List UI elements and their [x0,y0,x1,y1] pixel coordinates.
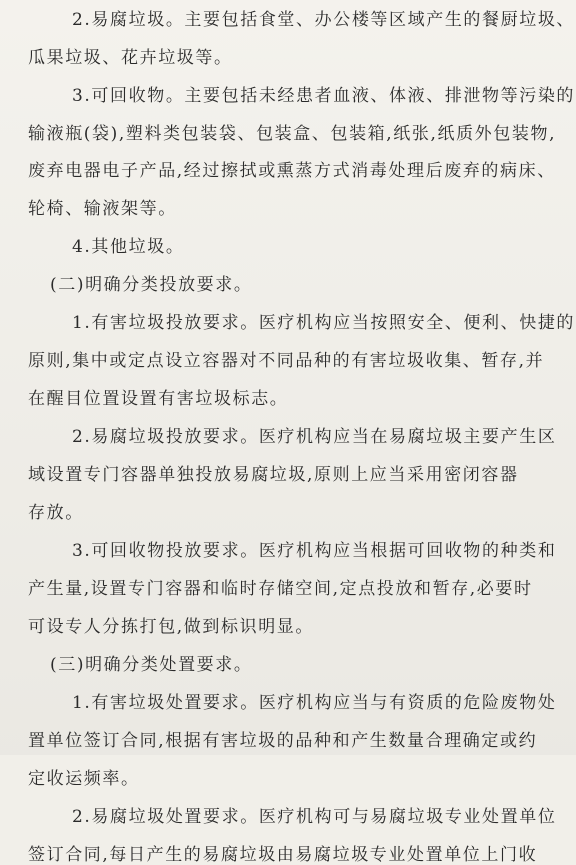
paragraph-line: 产生量,设置专门容器和临时存储空间,定点投放和暂存,必要时 [28,579,533,599]
paragraph-line: 置单位签订合同,根据有害垃圾的品种和产生数量合理确定或约 [28,731,538,751]
paragraph-line: 域设置专门容器单独投放易腐垃圾,原则上应当采用密闭容器 [28,465,519,485]
paragraph-line: 3.可回收物投放要求。医疗机构应当根据可回收物的种类和 [72,541,557,561]
paragraph-line: 2.易腐垃圾投放要求。医疗机构应当在易腐垃圾主要产生区 [72,427,557,447]
section-heading: (三)明确分类处置要求。 [50,655,253,675]
paragraph-line: 输液瓶(袋),塑料类包装袋、包装盒、包装箱,纸张,纸质外包装物, [28,124,557,144]
paragraph-line: 存放。 [28,503,84,523]
paragraph-line: 原则,集中或定点设立容器对不同品种的有害垃圾收集、暂存,并 [28,351,545,371]
paragraph-line: 定收运频率。 [28,769,140,789]
paragraph-line: 1.有害垃圾处置要求。医疗机构应当与有资质的危险废物处 [72,693,557,713]
paragraph-line: 在醒目位置设置有害垃圾标志。 [28,389,289,409]
paragraph-line: 1.有害垃圾投放要求。医疗机构应当按照安全、便利、快捷的 [72,313,576,333]
paragraph-line: 2.易腐垃圾。主要包括食堂、办公楼等区域产生的餐厨垃圾、 [72,10,576,30]
section-heading: (二)明确分类投放要求。 [50,275,253,295]
paragraph-line: 瓜果垃圾、花卉垃圾等。 [28,48,233,68]
paragraph-line: 可设专人分拣打包,做到标识明显。 [28,617,315,637]
paragraph-line: 轮椅、输液架等。 [28,199,177,219]
paragraph-line: 4.其他垃圾。 [72,237,185,257]
paragraph-line: 签订合同,每日产生的易腐垃圾由易腐垃圾专业处置单位上门收 [28,845,538,865]
paragraph-line: 3.可回收物。主要包括未经患者血液、体液、排泄物等污染的 [72,86,576,106]
paragraph-line: 2.易腐垃圾处置要求。医疗机构可与易腐垃圾专业处置单位 [72,807,557,827]
paragraph-line: 废弃电器电子产品,经过擦拭或熏蒸方式消毒处理后废弃的病床、 [28,161,556,181]
